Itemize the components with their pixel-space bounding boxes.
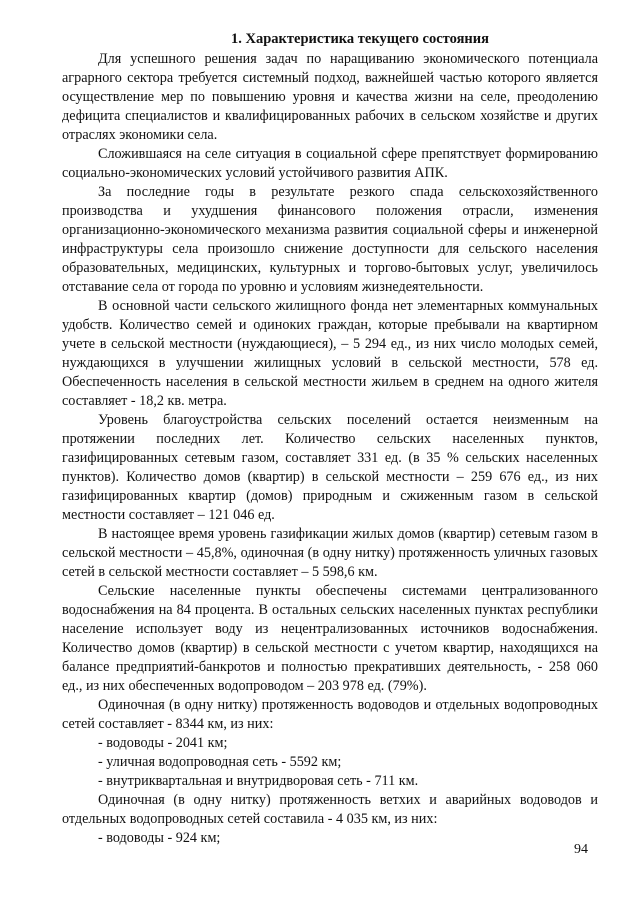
list-item-old-waterlines: - водоводы - 924 км; xyxy=(98,830,221,846)
section-heading: 1. Характеристика текущего состояния xyxy=(231,31,489,47)
paragraph-6: В настоящее время уровень газификации жилых домов (квартир) сетевым газом в сельской местности – 45,8%, одиночная (в одну нитку) протяженность уличных газовых сетей в сельской местности составляет – 5 598,6 км. xyxy=(62,526,598,580)
page-number: 94 xyxy=(574,842,588,857)
paragraph-1: Для успешного решения задач по наращиванию экономического потенциала аграрного сектора требуется системный подход, важнейшей частью которого является осуществление мер по повышению уровня и качества жизни на селе, преодолению дефицита специалистов и квалифицированных рабочих в сельском хозяйстве и других отраслях экономики села. xyxy=(62,51,598,143)
paragraph-9: Одиночная (в одну нитку) протяженность ветхих и аварийных водоводов и отдельных водопроводных сетей составила - 4 035 км, из них: xyxy=(62,792,598,827)
paragraph-7-wrapper xyxy=(62,582,598,696)
paragraph-7: Сельские населенные пункты обеспечены системами централизованного водоснабжения на 84 процента. В остальных сельских населенных пунктах республики население использует воду из нецентрализованных источников водоснабжения. Количество домов (квартир) в сельской местности с учетом квартир, находящихся на балансе предприятий-банкротов и полностью прекративших деятельность, - 258 060 ед., из них обеспеченных водопроводом – 203 978 ед. (79%). xyxy=(62,583,598,694)
list-item-intra-block-network: - внутриквартальная и внутридворовая сеть - 711 км. xyxy=(98,773,419,789)
document-page xyxy=(62,30,598,848)
list-item-street-network: - уличная водопроводная сеть - 5592 км; xyxy=(98,754,342,770)
paragraph-4: В основной части сельского жилищного фонда нет элементарных коммунальных удобств. Количество семей и одиноких граждан, которые пребывали на квартирном учете в сельской местности (нуждающиеся), – 5 294 ед., из них число молодых семей, нуждающихся в улучшении жилищных условий в сельской местности, 578 ед. Обеспеченность населения в сельской местности жильем в среднем на одного жителя составляет - 18,2 кв. метра. xyxy=(62,298,598,409)
paragraph-8: Одиночная (в одну нитку) протяженность водоводов и отдельных водопроводных сетей составляет - 8344 км, из них: xyxy=(62,697,598,732)
list-item-waterlines: - водоводы - 2041 км; xyxy=(98,735,228,751)
paragraph-2: Сложившаяся на селе ситуация в социальной сфере препятствует формированию социально-экономических условий устойчивого развития АПК. xyxy=(62,146,598,181)
paragraph-3: За последние годы в результате резкого спада сельскохозяйственного производства и ухудшения финансового положения отрасли, изменения организационно-экономического механизма развития социальной сферы и инженерной инфраструктуры села произошло снижение доступности для сельского населения образовательных, медицинских, культурных и торгово-бытовых услуг, увеличилось отставание села от города по уровню и условиям жизнедеятельности. xyxy=(62,184,598,295)
paragraph-5: Уровень благоустройства сельских поселений остается неизменным на протяжении последних лет. Количество сельских населенных пунктов, газифицированных сетевым газом, составляет 331 ед. (в 35 % сельских населенных пунктов). Количество домов (квартир) в сельской местности – 259 676 ед., из них газифицированных квартир (домов) природным и сжиженным газом в сельской местности составляет – 121 046 ед. xyxy=(62,412,598,523)
